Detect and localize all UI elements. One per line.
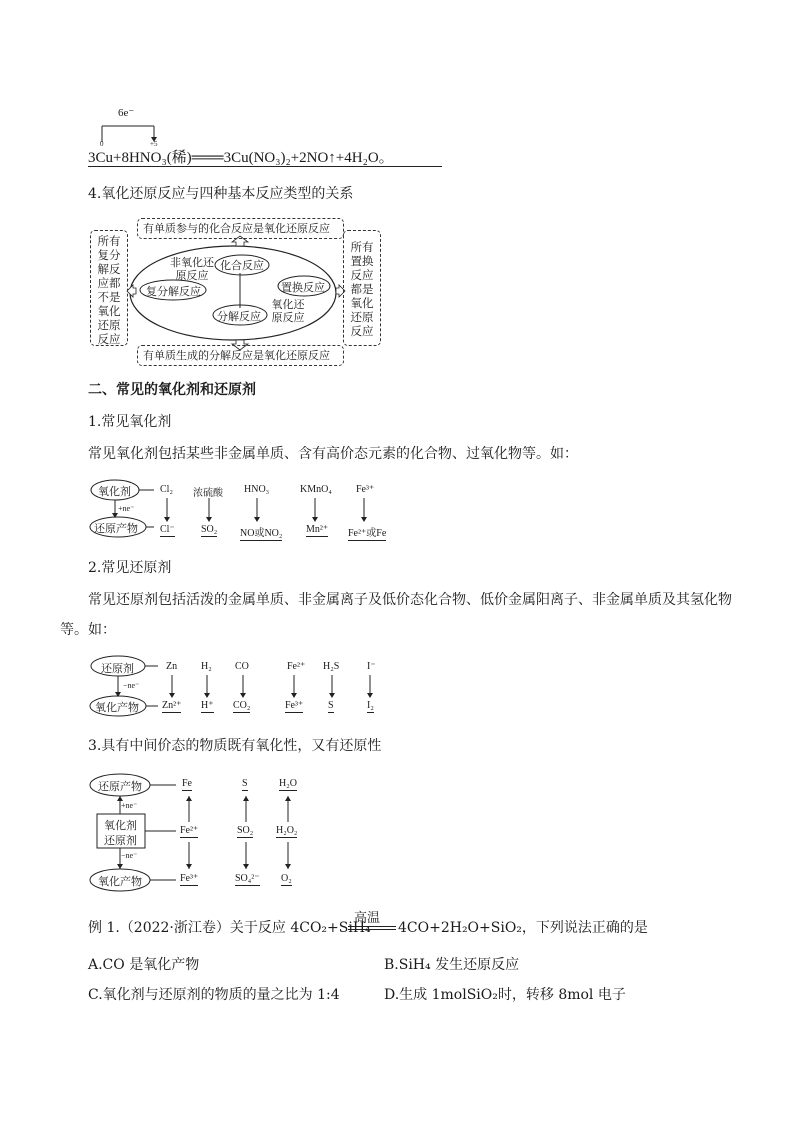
oxidant-label: 氧化剂 [98,486,131,498]
reductant-label: 还原剂 [101,663,134,675]
reductant-arrowheads [169,693,373,698]
left-box-text: 所有复分解反应都不是氧化还原反应 [97,234,121,346]
reaction-condition: 高温 [354,911,381,926]
oxidant-item: 浓硫酸 [193,488,223,499]
combination-label: 化合反应 [220,259,264,272]
sulfur-species: SO₂ [237,825,254,836]
lose-electrons-label: −ne⁻ [121,851,138,860]
iron-species: Fe²⁺ [180,825,199,836]
electron-count: 6e⁻ [118,107,135,119]
equation-underline [88,166,442,167]
oxygen-species: H₂O₂ [276,825,298,836]
option-c[interactable]: C.氧化剂与还原剂的物质的量之比为 1:4 [88,987,340,1003]
oxidation-product: CO₂ [233,700,251,711]
iron-species: Fe [182,778,192,789]
oxidant-item: Cl₂ [160,484,173,495]
reductant-item: H₂S [323,661,340,672]
oxidant-arrowheads [164,517,367,522]
oxidation-state-start: 0 [100,140,104,148]
oxygen-species: O₂ [281,873,292,884]
reduction-product-label: 还原产物 [98,781,142,793]
subheading-reductants: 2.常见还原剂 [88,560,172,576]
oxidation-product: I₂ [367,700,374,711]
oxidation-product: Zn²⁺ [162,700,182,711]
example-question-suffix: 4CO+2H₂O+SiO₂，下列说法正确的是 [398,920,648,936]
oxidation-product: H⁺ [201,700,214,711]
redox-equation: 3Cu+8HNO₃(稀)═══3Cu(NO₃)₂+2NO↑+4H₂O。 [88,150,394,166]
example-question-prefix: 例 1.（2022·浙江卷）关于反应 4CO₂+SiH₄ [88,920,371,936]
decomposition-label: 分解反应 [217,310,261,323]
oxidation-product: Fe³⁺ [285,700,304,711]
bottom-box-text: 有单质生成的分解反应是氧化还原反应 [143,349,330,362]
oxidation-product-label: 氧化产物 [95,702,139,714]
sulfur-species: SO₄²⁻ [235,873,260,884]
oxidation-product: S [328,700,334,711]
subheading-intermediate: 3.具有中间价态的物质既有氧化性，又有还原性 [88,738,382,754]
oxidation-state-end: +5 [150,140,158,148]
right-box-text: 所有置换反应都是氧化还原反应 [350,240,374,338]
reduction-product-label: 还原产物 [94,523,138,535]
oxidant-label: 氧化剂 [104,820,137,832]
metathesis-label: 复分解反应 [146,285,201,298]
section-heading: 二、常见的氧化剂和还原剂 [88,382,256,398]
reductant-item: I⁻ [367,661,376,672]
gain-electrons-label: +ne⁻ [118,504,135,513]
oxidants-paragraph: 常见氧化剂包括某些非金属单质、含有高价态元素的化合物、过氧化物等。如： [88,446,578,462]
reductants-paragraph-line2: 等。如： [60,622,116,638]
reductant-arrows [172,675,370,696]
oxidant-item: HNO₃ [244,484,270,495]
reduction-product: SO₂ [201,524,218,535]
reductant-item: H₂ [201,661,212,672]
subheading-oxidants: 1.常见氧化剂 [88,414,172,430]
option-a[interactable]: A.CO 是氧化产物 [88,957,200,973]
lose-electrons-label: −ne⁻ [123,681,140,690]
condition-line-top [348,926,396,927]
option-b[interactable]: B.SiH₄ 发生还原反应 [384,957,520,973]
section-4-title: 4.氧化还原反应与四种基本反应类型的关系 [88,186,354,202]
option-d[interactable]: D.生成 1molSiO₂时，转移 8mol 电子 [384,987,626,1003]
non-redox-label: 非氧化还原反应 [170,256,214,282]
left-hollow-arrow-icon [127,285,136,297]
reductant-item: Fe²⁺ [287,661,306,672]
down-arrow-icon [117,864,123,869]
condition-line-bottom [348,929,396,930]
oxidant-arrows [167,498,364,520]
top-box-text: 有单质参与的化合反应是氧化还原反应 [143,222,330,235]
reductant-label: 还原剂 [104,835,137,847]
iron-species: Fe³⁺ [180,873,199,884]
reduction-product: NO或NO₂ [240,524,282,541]
reductant-item: CO [235,661,249,672]
oxidant-item: KMnO₄ [300,484,332,495]
redox-label: 氧化还原反应 [271,298,305,324]
oxygen-species: H₂O [279,778,297,789]
oxidant-item: Fe³⁺ [356,484,375,495]
substitution-label: 置换反应 [281,281,325,294]
gain-electrons-label: +ne⁻ [121,801,138,810]
sulfur-species: S [242,778,248,789]
reduction-product: Fe²⁺或Fe [348,524,386,541]
reductants-paragraph-line1: 常见还原剂包括活泼的金属单质、非金属离子及低价态化合物、低价金属阳离子、非金属单质及其氢化物 [88,592,732,608]
reduction-product: Mn²⁺ [306,524,329,535]
reduction-product: Cl⁻ [160,524,175,535]
reductant-item: Zn [166,661,178,672]
oxidation-product-label: 氧化产物 [98,876,142,888]
